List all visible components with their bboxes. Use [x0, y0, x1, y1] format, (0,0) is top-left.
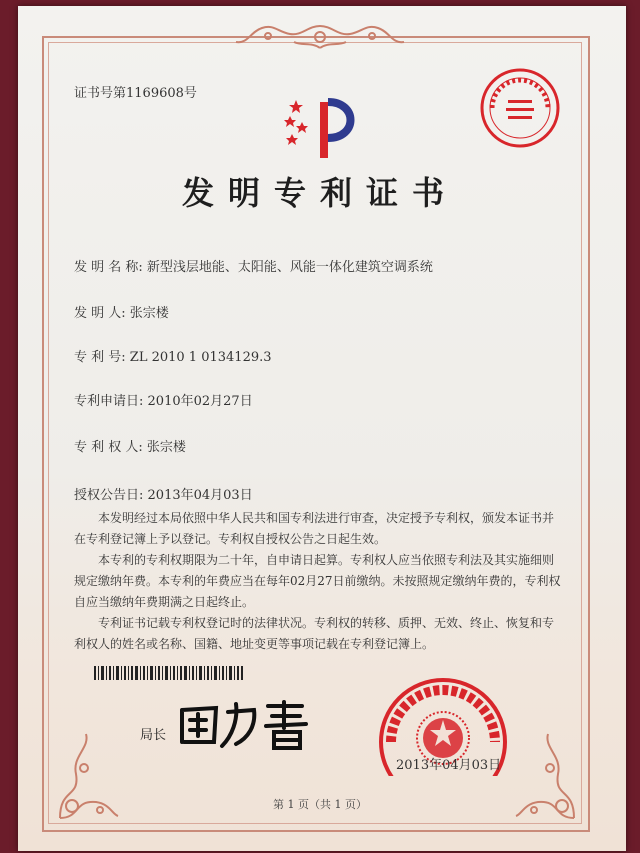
- certificate-title: 发明专利证书: [181, 174, 458, 212]
- field-label: 授权公告日:: [74, 488, 144, 503]
- field-invention-name: [74, 256, 433, 275]
- field-inventor: [74, 302, 169, 321]
- top-ornament-icon: [228, 22, 412, 52]
- field-label: 专 利 号:: [74, 350, 126, 365]
- barcode-icon: [94, 666, 244, 680]
- agency-seal-stamp-icon: [478, 66, 562, 150]
- page-number: 第 1 页（共 1 页）: [273, 798, 367, 811]
- certificate-body: [74, 508, 564, 655]
- field-label: 发 明 名 称:: [74, 260, 143, 275]
- field-value: 2010年02月27日: [147, 394, 253, 409]
- field-grant-date: [74, 484, 253, 503]
- field-value: ZL 2010 1 0134129.3: [129, 350, 272, 365]
- field-value: 张宗楼: [129, 306, 169, 321]
- field-patent-number: [74, 346, 272, 365]
- field-label: 发 明 人:: [74, 306, 126, 321]
- paragraph-grant: 本发明经过本局依照中华人民共和国专利法进行审查，决定授予专利权，颁发本证书并在专利登记簿上予以登记。专利权自授权公告之日起生效。: [74, 511, 555, 546]
- paragraph-term: 本专利的专利权期限为二十年，自申请日起算。专利权人应当依照专利法及其实施细则规定缴纳年费。本专利的年费应当在每年02月27日前缴纳。未按照规定缴纳年费的，专利权自应当缴纳年费期满之日起终止。: [74, 553, 561, 609]
- field-value: 新型浅层地能、太阳能、风能一体化建筑空调系统: [146, 260, 433, 275]
- certificate-number: 证书号第1169608号: [74, 86, 197, 101]
- director-signature-icon: [176, 696, 316, 752]
- paragraph-legal-status: 专利证书记载专利权登记时的法律状况。专利权的转移、质押、无效、终止、恢复和专利权人的姓名或名称、国籍、地址变更等事项记载在专利登记簿上。: [74, 616, 555, 651]
- field-application-date: [74, 390, 253, 409]
- director-label: 局长: [140, 728, 167, 743]
- field-label: 专 利 权 人:: [74, 440, 143, 455]
- field-value: 张宗楼: [146, 440, 186, 455]
- seal-date: 2013年04月03日: [396, 758, 502, 773]
- patent-office-logo-icon: [282, 92, 362, 164]
- field-value: 2013年04月03日: [147, 488, 253, 503]
- field-label: 专利申请日:: [74, 394, 144, 409]
- field-patentee: [74, 436, 186, 455]
